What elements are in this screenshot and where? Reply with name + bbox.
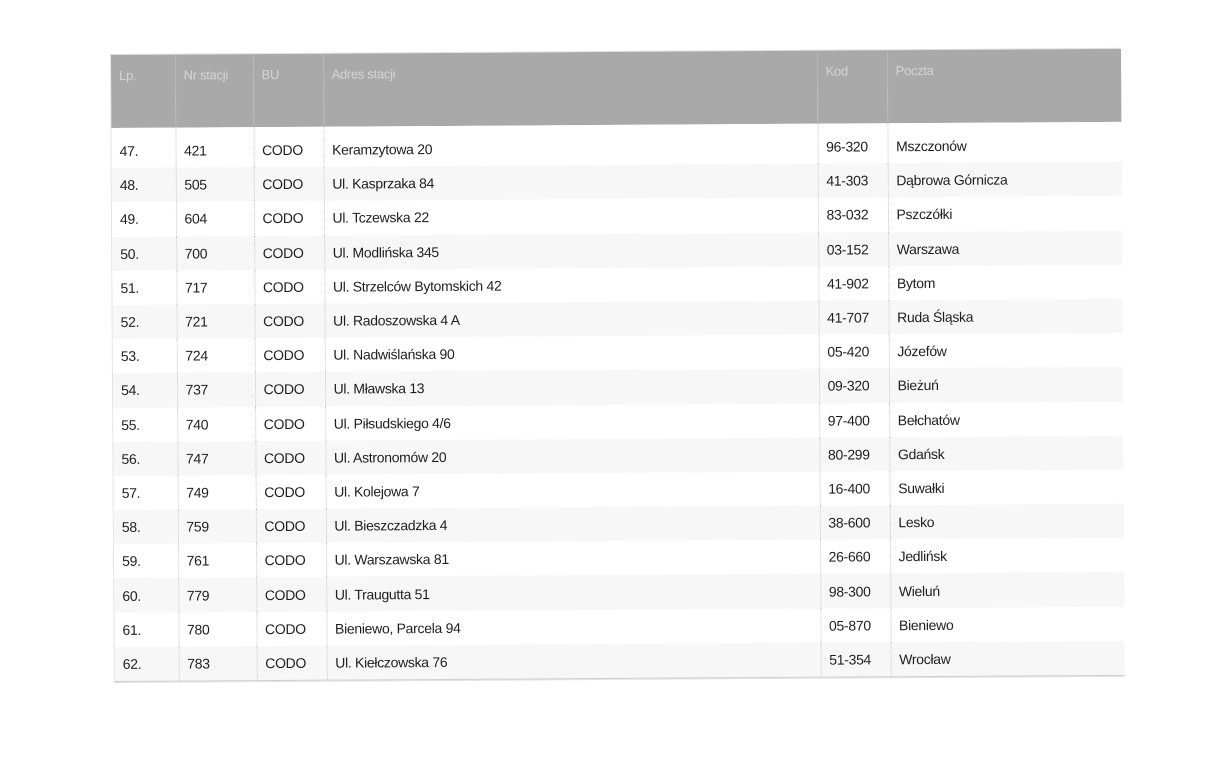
cell-bu: CODO: [256, 577, 326, 612]
cell-station-number: 747: [177, 441, 255, 476]
cell-station-address: Ul. Piłsudskiego 4/6: [325, 403, 819, 440]
cell-station-number: 717: [176, 270, 254, 305]
header-station-number: Nr stacji: [175, 54, 253, 127]
cell-postal-code: 16-400: [820, 471, 890, 506]
cell-post-office: Bytom: [888, 265, 1122, 301]
cell-postal-code: 41-303: [818, 163, 888, 198]
cell-post-office: Bieniewo: [890, 606, 1124, 642]
cell-station-address: Ul. Mławska 13: [325, 369, 819, 406]
cell-bu: CODO: [254, 167, 324, 202]
cell-station-number: 505: [176, 167, 254, 202]
cell-bu: CODO: [254, 201, 324, 236]
cell-post-office: Bełchatów: [889, 401, 1123, 437]
cell-postal-code: 98-300: [820, 574, 890, 609]
cell-post-office: Dąbrowa Górnicza: [888, 162, 1122, 198]
cell-station-number: 783: [179, 646, 257, 681]
cell-station-number: 737: [177, 372, 255, 407]
cell-post-office: Wrocław: [891, 641, 1125, 677]
cell-lp: 55.: [113, 407, 177, 442]
cell-station-address: Ul. Kasprzaka 84: [324, 164, 818, 201]
cell-station-address: Ul. Kolejowa 7: [326, 472, 820, 509]
cell-station-number: 604: [176, 201, 254, 236]
cell-lp: 50.: [112, 236, 176, 271]
table-row: [111, 122, 1121, 168]
cell-station-address: Ul. Astronomów 20: [325, 437, 819, 474]
header-bu: BU: [253, 54, 323, 127]
cell-post-office: Wieluń: [890, 572, 1124, 608]
cell-lp: 59.: [114, 544, 178, 579]
cell-postal-code: 41-707: [819, 300, 889, 335]
cell-station-address: Ul. Warszawska 81: [326, 540, 820, 577]
cell-lp: 51.: [112, 270, 176, 305]
cell-postal-code: 05-870: [820, 608, 890, 643]
cell-station-number: 780: [178, 612, 256, 647]
cell-station-address: Keramzytowa 20: [323, 124, 817, 167]
cell-post-office: Suwałki: [890, 470, 1124, 506]
cell-postal-code: 96-320: [817, 123, 887, 164]
cell-bu: CODO: [256, 543, 326, 578]
cell-station-address: Ul. Radoszowska 4 A: [325, 301, 819, 338]
table-header-row: [111, 49, 1121, 128]
cell-station-number: 700: [176, 236, 254, 271]
cell-lp: 61.: [114, 612, 178, 647]
cell-station-number: 749: [178, 475, 256, 510]
cell-postal-code: 51-354: [821, 642, 891, 677]
cell-postal-code: 97-400: [819, 403, 889, 438]
cell-postal-code: 80-299: [819, 437, 889, 472]
cell-lp: 56.: [113, 441, 177, 476]
header-postal-code: Kod: [817, 50, 887, 123]
cell-station-number: 759: [178, 509, 256, 544]
cell-lp: 62.: [115, 646, 179, 681]
cell-station-number: 724: [177, 338, 255, 373]
cell-bu: CODO: [255, 304, 325, 339]
cell-postal-code: 05-420: [819, 334, 889, 369]
cell-station-address: Ul. Traugutta 51: [326, 574, 820, 611]
table-frame: [110, 48, 1124, 683]
cell-bu: CODO: [255, 440, 325, 475]
cell-post-office: Warszawa: [888, 230, 1122, 266]
header-post-office: Poczta: [887, 49, 1121, 123]
cell-post-office: Gdańsk: [889, 436, 1123, 472]
cell-bu: CODO: [256, 475, 326, 510]
cell-station-number: 761: [178, 543, 256, 578]
cell-bu: CODO: [255, 406, 325, 441]
header-station-address: Adres stacji: [323, 51, 817, 127]
cell-lp: 58.: [114, 510, 178, 545]
cell-bu: CODO: [256, 611, 326, 646]
table-body: [111, 122, 1124, 682]
table-row: [115, 641, 1125, 682]
cell-post-office: Pszczółki: [888, 196, 1122, 232]
cell-station-number: 779: [178, 578, 256, 613]
stations-table: [111, 49, 1125, 682]
cell-bu: CODO: [253, 127, 323, 168]
cell-station-address: Ul. Kiełczowska 76: [327, 642, 821, 680]
cell-post-office: Jedlińsk: [890, 538, 1124, 574]
cell-post-office: Lesko: [890, 504, 1124, 540]
cell-station-number: 721: [177, 304, 255, 339]
cell-bu: CODO: [257, 646, 327, 681]
cell-lp: 47.: [111, 128, 175, 169]
cell-station-address: Ul. Nadwiślańska 90: [325, 335, 819, 372]
cell-station-number: 740: [177, 407, 255, 442]
cell-postal-code: 83-032: [818, 198, 888, 233]
cell-lp: 49.: [112, 202, 176, 237]
cell-bu: CODO: [256, 509, 326, 544]
cell-post-office: Bieżuń: [889, 367, 1123, 403]
document-page: [110, 48, 1124, 683]
cell-bu: CODO: [255, 372, 325, 407]
cell-lp: 57.: [114, 475, 178, 510]
cell-lp: 54.: [113, 373, 177, 408]
cell-bu: CODO: [255, 338, 325, 373]
cell-station-address: Ul. Tczewska 22: [324, 198, 818, 235]
cell-lp: 52.: [113, 305, 177, 340]
cell-bu: CODO: [254, 235, 324, 270]
cell-post-office: Mszczonów: [887, 122, 1121, 164]
cell-station-address: Ul. Strzelców Bytomskich 42: [324, 266, 818, 303]
cell-postal-code: 41-902: [818, 266, 888, 301]
cell-post-office: Ruda Śląska: [889, 299, 1123, 335]
header-lp: Lp.: [111, 55, 175, 128]
cell-post-office: Józefów: [889, 333, 1123, 369]
cell-station-address: Bieniewo, Parcela 94: [326, 608, 820, 645]
cell-lp: 60.: [114, 578, 178, 613]
cell-postal-code: 38-600: [820, 505, 890, 540]
cell-postal-code: 03-152: [818, 232, 888, 267]
cell-station-address: Ul. Modlińska 345: [324, 232, 818, 269]
cell-lp: 53.: [113, 339, 177, 374]
cell-station-number: 421: [175, 127, 253, 168]
cell-bu: CODO: [254, 269, 324, 304]
cell-postal-code: 09-320: [819, 369, 889, 404]
cell-lp: 48.: [112, 168, 176, 203]
cell-postal-code: 26-660: [820, 539, 890, 574]
cell-station-address: Ul. Bieszczadzka 4: [326, 506, 820, 543]
